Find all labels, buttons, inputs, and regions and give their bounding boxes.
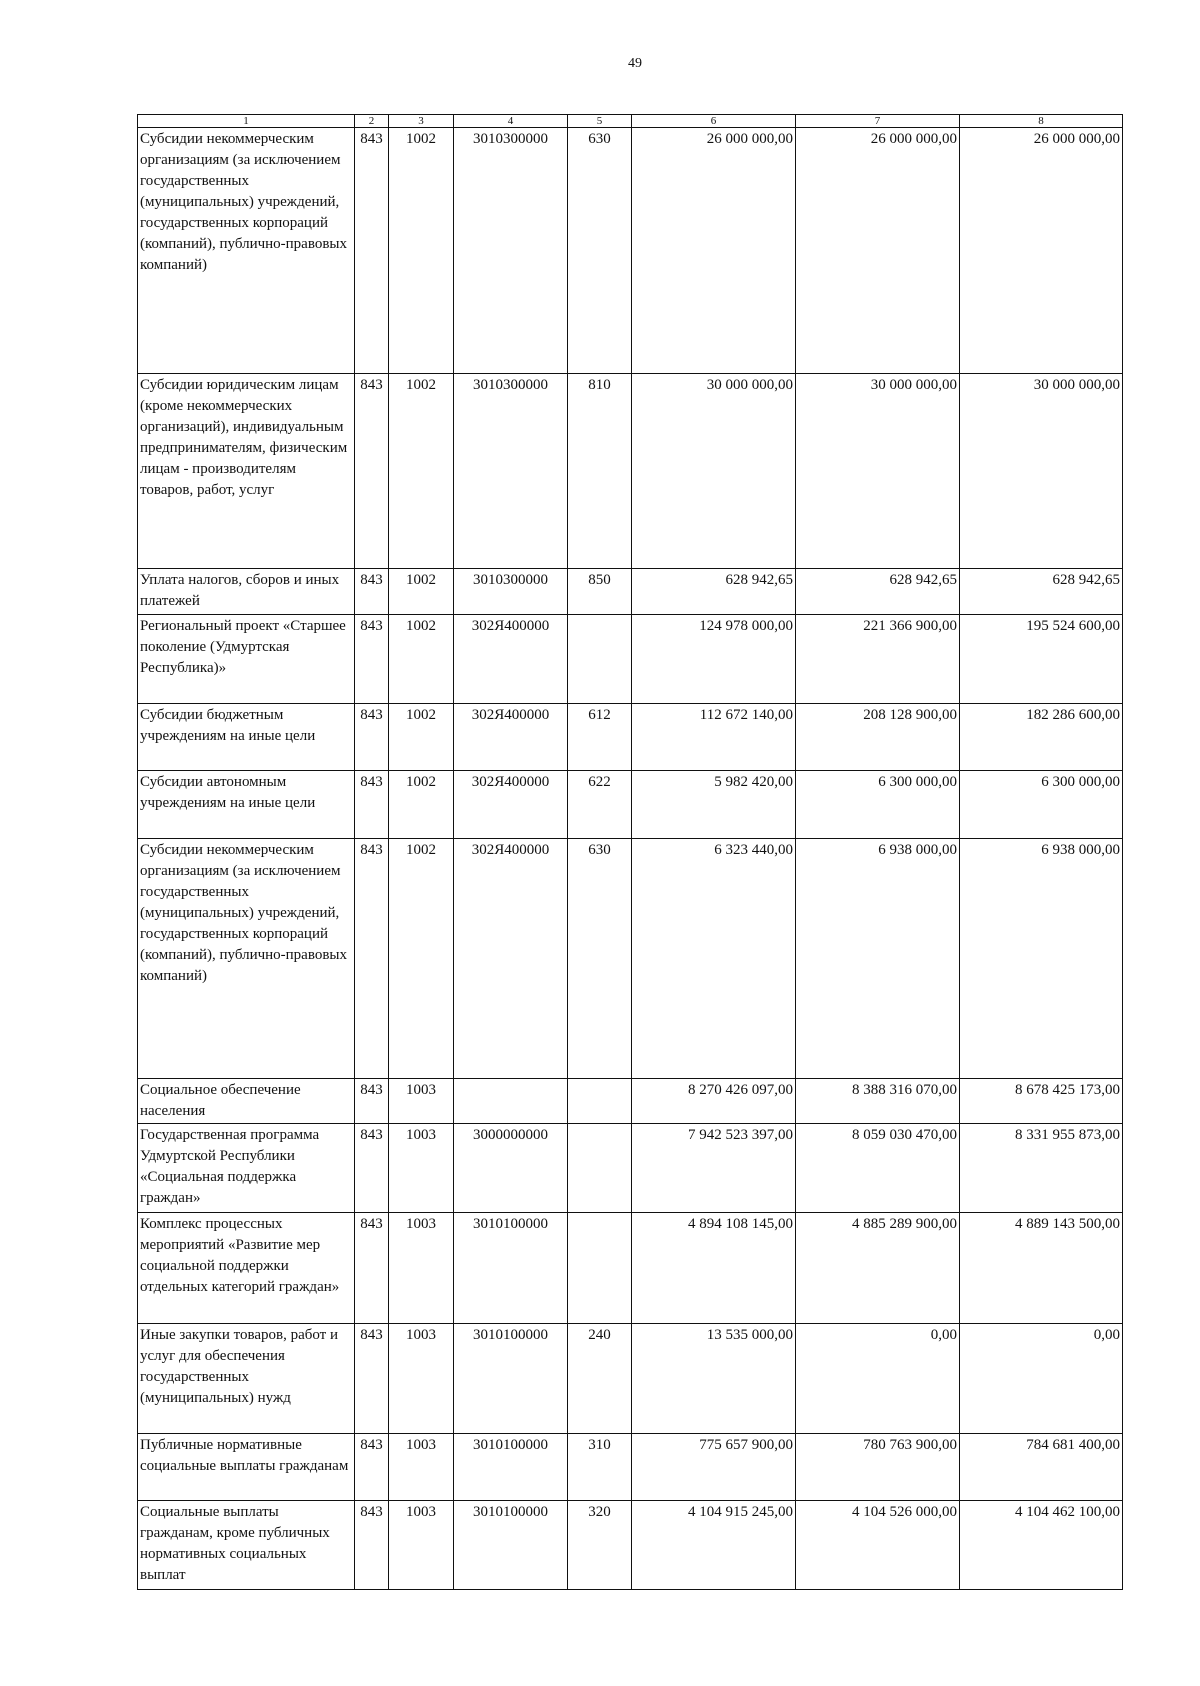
- amount-col-6: 6 323 440,00: [632, 839, 796, 1079]
- amount-col-7: 8 388 316 070,00: [796, 1079, 960, 1124]
- expense-type-code: 810: [568, 374, 632, 569]
- amount-col-6: 112 672 140,00: [632, 704, 796, 771]
- expense-type-code: [568, 1124, 632, 1213]
- expense-type-code: [568, 1213, 632, 1324]
- section-code: 1002: [389, 128, 454, 374]
- row-name: Субсидии некоммерческим организациям (за исключением государственных (муниципальных) учреждений, государственных корпораций (компаний), публично-правовых компаний): [138, 839, 355, 1079]
- target-article-code: 302Я400000: [454, 771, 568, 839]
- target-article-code: [454, 1079, 568, 1124]
- row-name: Субсидии бюджетным учреждениям на иные цели: [138, 704, 355, 771]
- amount-col-8: 628 942,65: [960, 569, 1123, 615]
- row-name: Субсидии автономным учреждениям на иные цели: [138, 771, 355, 839]
- amount-col-7: 4 885 289 900,00: [796, 1213, 960, 1324]
- amount-col-8: 195 524 600,00: [960, 615, 1123, 704]
- target-article-code: 3010100000: [454, 1324, 568, 1434]
- column-number: 6: [632, 115, 796, 128]
- amount-col-6: 628 942,65: [632, 569, 796, 615]
- page-number: 49: [628, 56, 642, 71]
- table-row: [138, 1324, 1123, 1434]
- amount-col-7: 221 366 900,00: [796, 615, 960, 704]
- column-number: 7: [796, 115, 960, 128]
- column-number: 1: [138, 115, 355, 128]
- amount-col-8: 182 286 600,00: [960, 704, 1123, 771]
- column-number: 3: [389, 115, 454, 128]
- amount-col-6: 26 000 000,00: [632, 128, 796, 374]
- ministry-code: 843: [355, 1434, 389, 1501]
- column-number: 5: [568, 115, 632, 128]
- target-article-code: 3010300000: [454, 569, 568, 615]
- table-row: [138, 374, 1123, 569]
- budget-table: [137, 114, 1123, 1590]
- row-name: Государственная программа Удмуртской Республики «Социальная поддержка граждан»: [138, 1124, 355, 1213]
- amount-col-7: 8 059 030 470,00: [796, 1124, 960, 1213]
- amount-col-7: 6 300 000,00: [796, 771, 960, 839]
- table-row: [138, 128, 1123, 374]
- ministry-code: 843: [355, 839, 389, 1079]
- table-row: [138, 569, 1123, 615]
- section-code: 1003: [389, 1079, 454, 1124]
- table-row: [138, 771, 1123, 839]
- ministry-code: 843: [355, 1501, 389, 1590]
- amount-col-7: 30 000 000,00: [796, 374, 960, 569]
- amount-col-8: 8 331 955 873,00: [960, 1124, 1123, 1213]
- table-row: [138, 1434, 1123, 1501]
- ministry-code: 843: [355, 128, 389, 374]
- amount-col-6: 5 982 420,00: [632, 771, 796, 839]
- section-code: 1002: [389, 839, 454, 1079]
- section-code: 1003: [389, 1124, 454, 1213]
- column-number: 4: [454, 115, 568, 128]
- amount-col-6: 30 000 000,00: [632, 374, 796, 569]
- amount-col-6: 7 942 523 397,00: [632, 1124, 796, 1213]
- section-code: 1002: [389, 771, 454, 839]
- expense-type-code: 310: [568, 1434, 632, 1501]
- expense-type-code: 320: [568, 1501, 632, 1590]
- target-article-code: 3010100000: [454, 1213, 568, 1324]
- row-name: Иные закупки товаров, работ и услуг для обеспечения государственных (муниципальных) нужд: [138, 1324, 355, 1434]
- amount-col-7: 4 104 526 000,00: [796, 1501, 960, 1590]
- ministry-code: 843: [355, 569, 389, 615]
- ministry-code: 843: [355, 1124, 389, 1213]
- amount-col-6: 13 535 000,00: [632, 1324, 796, 1434]
- ministry-code: 843: [355, 1213, 389, 1324]
- target-article-code: 3010300000: [454, 374, 568, 569]
- row-name: Субсидии некоммерческим организациям (за исключением государственных (муниципальных) учреждений, государственных корпораций (компаний), публично-правовых компаний): [138, 128, 355, 374]
- expense-type-code: 612: [568, 704, 632, 771]
- row-name: Публичные нормативные социальные выплаты гражданам: [138, 1434, 355, 1501]
- column-number-row: [138, 115, 1123, 128]
- amount-col-8: 8 678 425 173,00: [960, 1079, 1123, 1124]
- table-row: [138, 1124, 1123, 1213]
- target-article-code: 302Я400000: [454, 704, 568, 771]
- ministry-code: 843: [355, 615, 389, 704]
- row-name: Уплата налогов, сборов и иных платежей: [138, 569, 355, 615]
- expense-type-code: 850: [568, 569, 632, 615]
- section-code: 1002: [389, 704, 454, 771]
- target-article-code: 3010300000: [454, 128, 568, 374]
- amount-col-8: 4 889 143 500,00: [960, 1213, 1123, 1324]
- table-row: [138, 839, 1123, 1079]
- row-name: Субсидии юридическим лицам (кроме некоммерческих организаций), индивидуальным предпринимателям, физическим лицам - производителям товаров, работ, услуг: [138, 374, 355, 569]
- amount-col-7: 0,00: [796, 1324, 960, 1434]
- amount-col-6: 8 270 426 097,00: [632, 1079, 796, 1124]
- amount-col-7: 628 942,65: [796, 569, 960, 615]
- section-code: 1003: [389, 1213, 454, 1324]
- target-article-code: 3010100000: [454, 1434, 568, 1501]
- amount-col-8: 30 000 000,00: [960, 374, 1123, 569]
- expense-type-code: 240: [568, 1324, 632, 1434]
- amount-col-7: 6 938 000,00: [796, 839, 960, 1079]
- section-code: 1003: [389, 1501, 454, 1590]
- table-row: [138, 1079, 1123, 1124]
- amount-col-8: 26 000 000,00: [960, 128, 1123, 374]
- expense-type-code: 622: [568, 771, 632, 839]
- amount-col-7: 208 128 900,00: [796, 704, 960, 771]
- table-row: [138, 1213, 1123, 1324]
- column-number: 2: [355, 115, 389, 128]
- amount-col-6: 4 104 915 245,00: [632, 1501, 796, 1590]
- target-article-code: 302Я400000: [454, 839, 568, 1079]
- expense-type-code: 630: [568, 839, 632, 1079]
- table-row: [138, 1501, 1123, 1590]
- amount-col-8: 6 300 000,00: [960, 771, 1123, 839]
- column-number: 8: [960, 115, 1123, 128]
- amount-col-8: 0,00: [960, 1324, 1123, 1434]
- amount-col-6: 4 894 108 145,00: [632, 1213, 796, 1324]
- amount-col-6: 775 657 900,00: [632, 1434, 796, 1501]
- target-article-code: 3010100000: [454, 1501, 568, 1590]
- row-name: Региональный проект «Старшее поколение (Удмуртская Республика)»: [138, 615, 355, 704]
- target-article-code: 3000000000: [454, 1124, 568, 1213]
- amount-col-8: 4 104 462 100,00: [960, 1501, 1123, 1590]
- row-name: Комплекс процессных мероприятий «Развитие мер социальной поддержки отдельных категорий граждан»: [138, 1213, 355, 1324]
- expense-type-code: [568, 1079, 632, 1124]
- expense-type-code: [568, 615, 632, 704]
- amount-col-8: 6 938 000,00: [960, 839, 1123, 1079]
- amount-col-6: 124 978 000,00: [632, 615, 796, 704]
- section-code: 1003: [389, 1324, 454, 1434]
- target-article-code: 302Я400000: [454, 615, 568, 704]
- amount-col-8: 784 681 400,00: [960, 1434, 1123, 1501]
- ministry-code: 843: [355, 704, 389, 771]
- table-row: [138, 615, 1123, 704]
- row-name: Социальное обеспечение населения: [138, 1079, 355, 1124]
- table-row: [138, 704, 1123, 771]
- ministry-code: 843: [355, 771, 389, 839]
- amount-col-7: 780 763 900,00: [796, 1434, 960, 1501]
- section-code: 1002: [389, 569, 454, 615]
- amount-col-7: 26 000 000,00: [796, 128, 960, 374]
- ministry-code: 843: [355, 1079, 389, 1124]
- ministry-code: 843: [355, 374, 389, 569]
- section-code: 1003: [389, 1434, 454, 1501]
- ministry-code: 843: [355, 1324, 389, 1434]
- expense-type-code: 630: [568, 128, 632, 374]
- row-name: Социальные выплаты гражданам, кроме публичных нормативных социальных выплат: [138, 1501, 355, 1590]
- section-code: 1002: [389, 615, 454, 704]
- section-code: 1002: [389, 374, 454, 569]
